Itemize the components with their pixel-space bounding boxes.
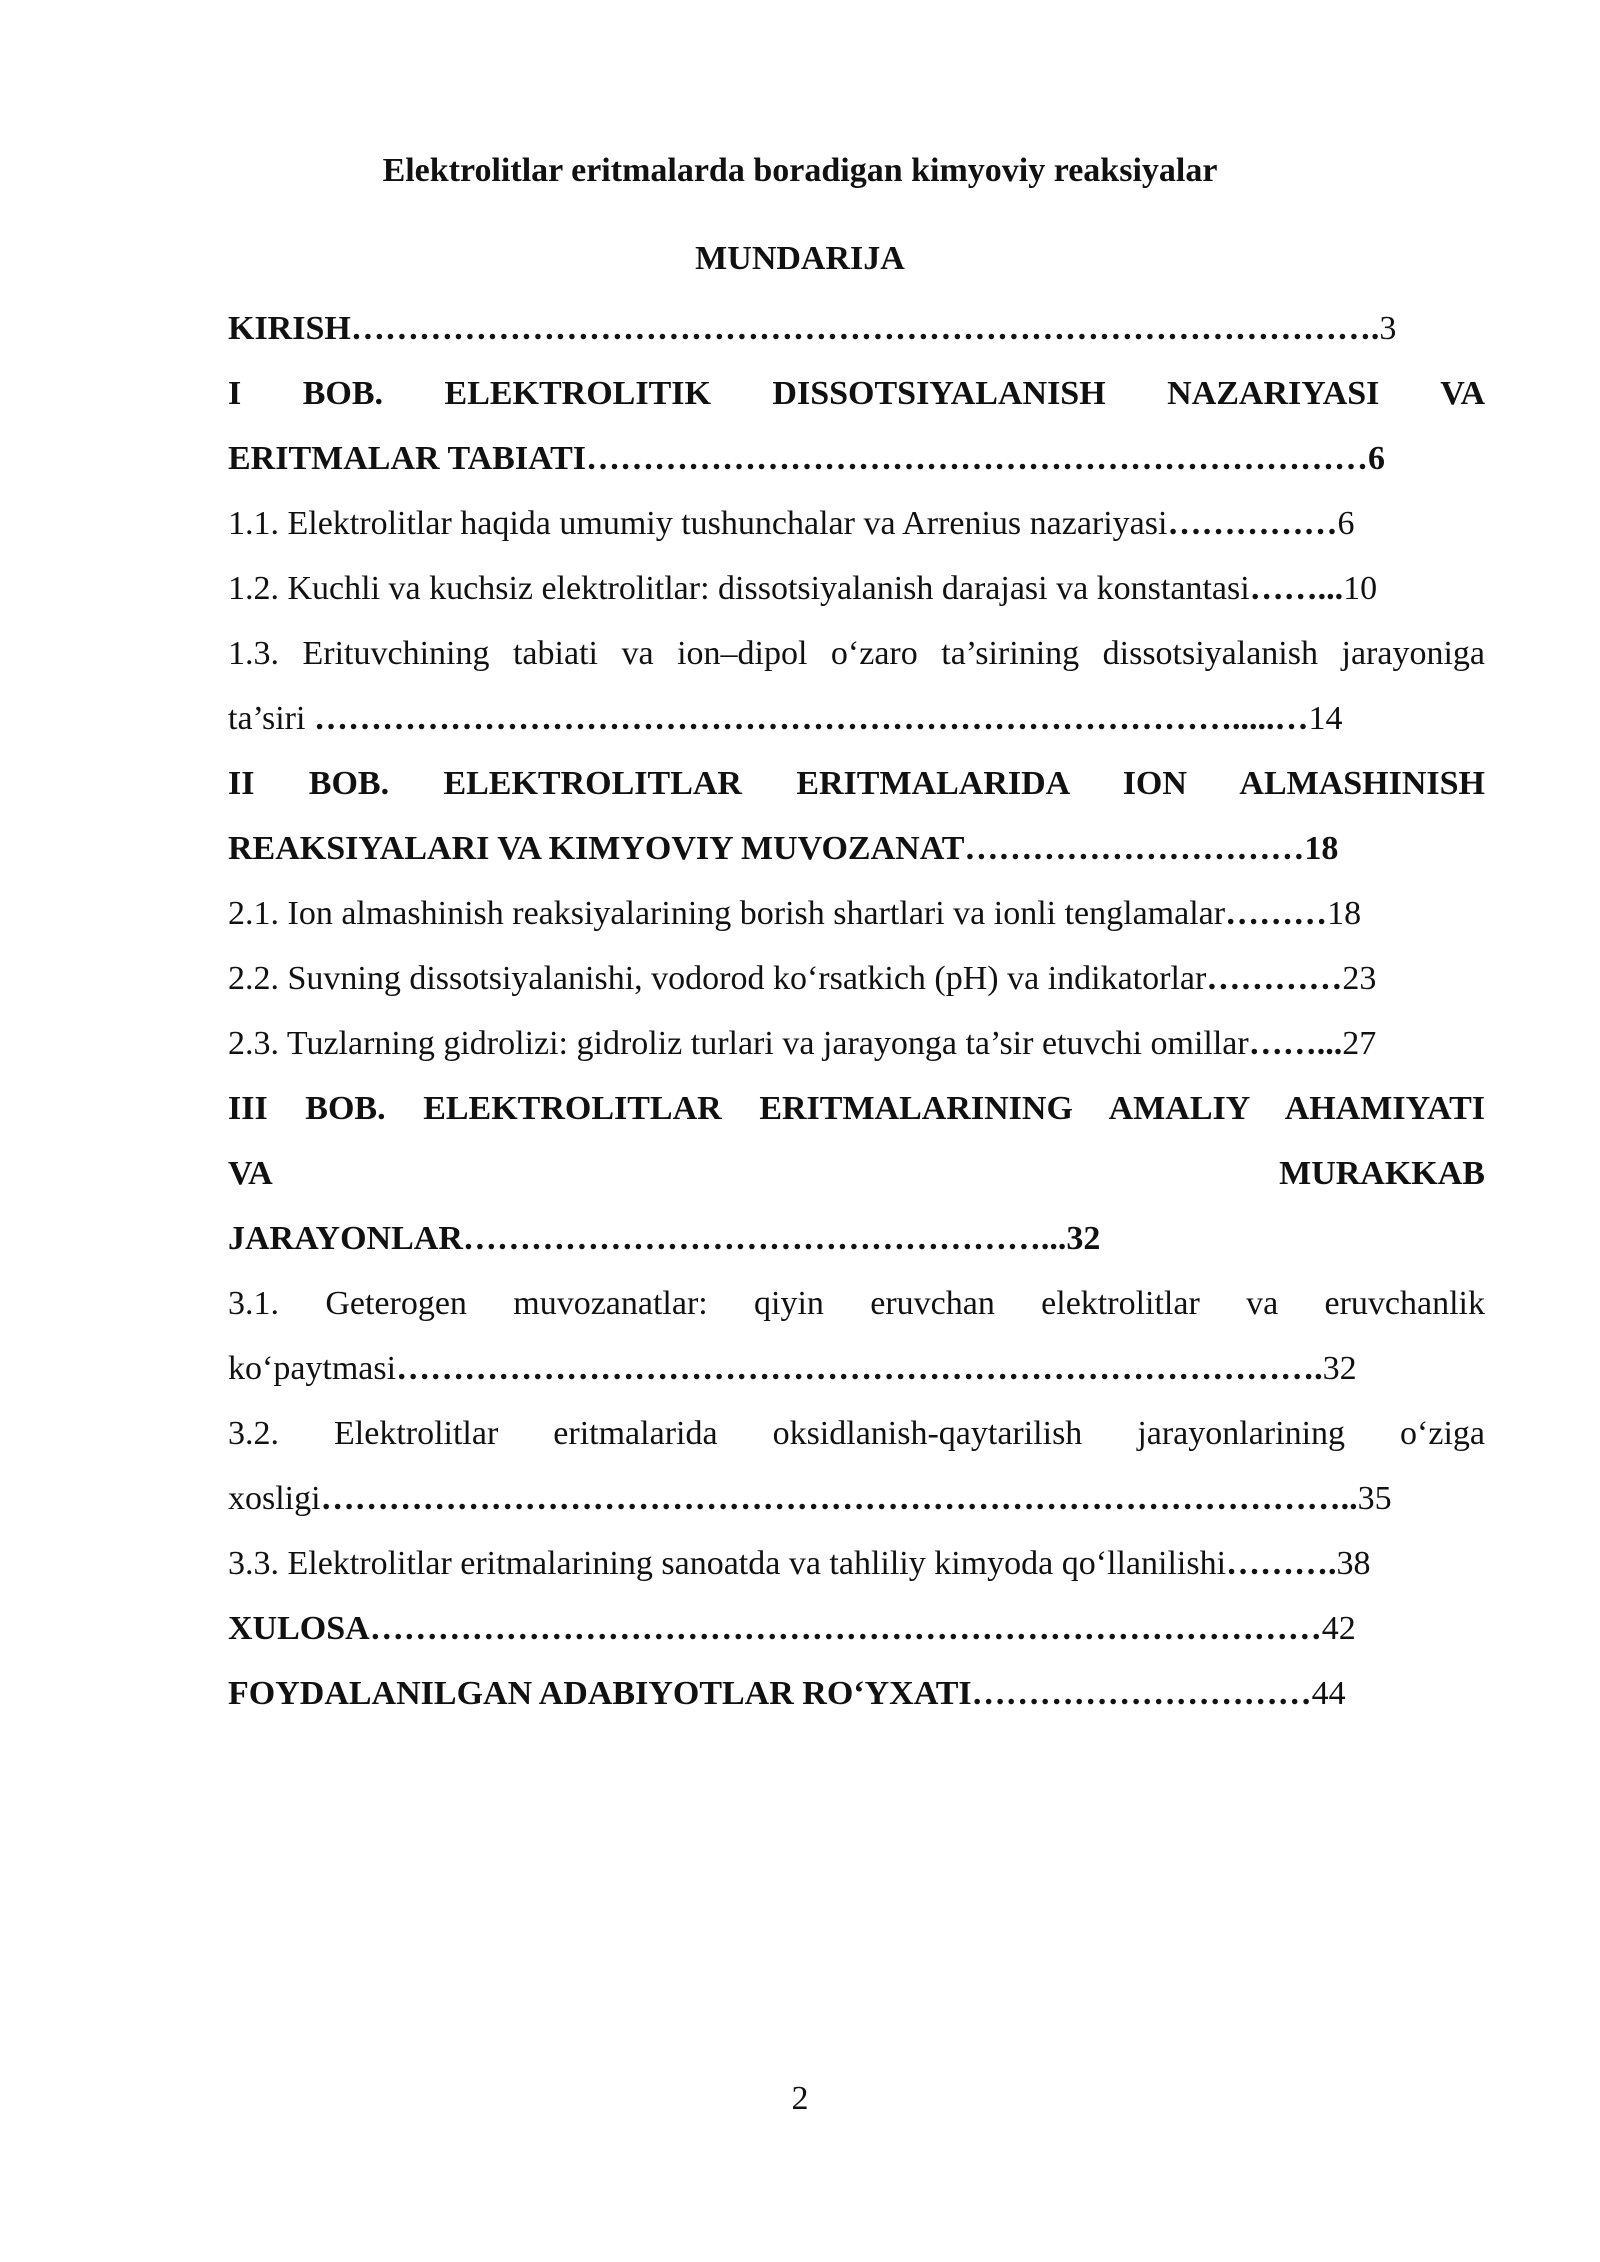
- toc-page-number: 42: [1321, 1610, 1356, 1647]
- toc-heading-word: VA: [228, 1155, 273, 1192]
- toc-entry-label: 1.2. Kuchli va kuchsiz elektrolitlar: dissotsiyalanish darajasi va konstantasi: [228, 570, 1250, 607]
- toc-page-number: 38: [1336, 1545, 1371, 1582]
- toc-entry-chapter-2: [228, 816, 1485, 881]
- toc-entry-chapter-1: [228, 426, 1485, 491]
- toc-page-number: 35: [1357, 1480, 1392, 1517]
- toc-page-number: 27: [1342, 1025, 1377, 1062]
- toc-page-number: 23: [1342, 960, 1377, 997]
- toc-entry-2-3: [228, 1011, 1485, 1076]
- toc-leader-dots: ………: [1225, 895, 1328, 932]
- toc-entry-label: REAKSIYALARI VA KIMYOVIY MUVOZANAT: [228, 830, 965, 867]
- table-of-contents: [228, 296, 1485, 1726]
- toc-entry-xulosa: [228, 1596, 1485, 1661]
- toc-heading-word: MURAKKAB: [1279, 1155, 1485, 1192]
- toc-page-number: 6: [1368, 440, 1386, 477]
- toc-page-number: 3: [1379, 310, 1397, 347]
- toc-entry-label: FOYDALANILGAN ADABIYOTLAR RO‘YXATI: [228, 1675, 972, 1712]
- toc-chapter-3-heading-line2: [228, 1141, 1485, 1206]
- toc-entry-label: XULOSA: [228, 1610, 370, 1647]
- toc-entry-1-1: [228, 491, 1485, 556]
- toc-chapter-3-heading: III BOB. ELEKTROLITLAR ERITMALARINING AMALIY AHAMIYATI: [228, 1090, 1485, 1127]
- toc-entry-label: ko‘paytmasi: [228, 1350, 397, 1387]
- toc-entry-label: 1.1. Elektrolitlar haqida umumiy tushunchalar va Arrenius nazariyasi: [228, 505, 1168, 542]
- toc-entry-3-3: [228, 1531, 1485, 1596]
- toc-entry-label: 3.3. Elektrolitlar eritmalarining sanoatda va tahliliy kimyoda qo‘llanilishi: [228, 1545, 1227, 1582]
- toc-page-number: 32: [1066, 1220, 1101, 1257]
- toc-leader-dots: ……………………………………………………………………….....…: [313, 700, 1309, 737]
- toc-leader-dots: ……………………………………………………………………………….: [350, 310, 1380, 347]
- toc-page-number: 32: [1322, 1350, 1357, 1387]
- toc-entry-kirish: [228, 296, 1485, 361]
- toc-entry-1-3-line1: 1.3. Erituvchining tabiati va ion–dipol o‘zaro ta’sirining dissotsiyalanish jarayoniga: [228, 635, 1485, 672]
- toc-leader-dots: ……….: [1226, 1545, 1337, 1582]
- toc-entry-1-3: [228, 686, 1485, 751]
- toc-entry-label: xosligi: [228, 1480, 321, 1517]
- toc-entry-chapter-3: [228, 1206, 1485, 1271]
- toc-page-number: 44: [1311, 1675, 1346, 1712]
- toc-entry-2-1: [228, 881, 1485, 946]
- toc-leader-dots: …………………………: [964, 830, 1305, 867]
- toc-leader-dots: …………: [1206, 960, 1343, 997]
- toc-page-number: 18: [1327, 895, 1362, 932]
- toc-entry-3-2: [228, 1466, 1485, 1531]
- toc-leader-dots: ……...: [1249, 570, 1344, 607]
- toc-leader-dots: ………………………………………………………………………………..: [320, 1480, 1358, 1517]
- toc-leader-dots: ……...: [1248, 1025, 1343, 1062]
- toc-leader-dots: …………………………: [971, 1675, 1312, 1712]
- toc-leader-dots: ……………………………………………...: [462, 1220, 1067, 1257]
- document-title: Elektrolitlar eritmalarda boradigan kimyoviy reaksiyalar: [382, 152, 1218, 189]
- toc-page-number: 18: [1304, 830, 1339, 867]
- toc-entry-1-2: [228, 556, 1485, 621]
- toc-chapter-2-heading: II BOB. ELEKTROLITLAR ERITMALARIDA ION ALMASHINISH: [228, 765, 1485, 802]
- toc-leader-dots: ……………: [1167, 505, 1338, 542]
- toc-leader-dots: ……………………………………………………………………….: [396, 1350, 1323, 1387]
- page-number-footer: 2: [791, 2080, 809, 2117]
- toc-entry-references: [228, 1661, 1485, 1726]
- toc-heading: MUNDARIJA: [695, 240, 905, 277]
- toc-entry-3-1-line1: 3.1. Geterogen muvozanatlar: qiyin eruvchan elektrolitlar va eruvchanlik: [228, 1285, 1485, 1322]
- toc-entry-label: ERITMALAR TABIATI: [228, 440, 587, 477]
- toc-page-number: 10: [1343, 570, 1378, 607]
- toc-entry-2-2: [228, 946, 1485, 1011]
- toc-page-number: 6: [1337, 505, 1355, 542]
- toc-leader-dots: …………………………………………………………………………: [369, 1610, 1322, 1647]
- toc-entry-label: KIRISH: [228, 310, 351, 347]
- toc-entry-3-1: [228, 1336, 1485, 1401]
- toc-entry-3-2-line1: 3.2. Elektrolitlar eritmalarida oksidlanish-qaytarilish jarayonlarining o‘ziga: [228, 1415, 1485, 1452]
- toc-entry-label: 2.1. Ion almashinish reaksiyalarining borish shartlari va ionli tenglamalar: [228, 895, 1226, 932]
- toc-entry-label: 2.2. Suvning dissotsiyalanishi, vodorod ko‘rsatkich (pH) va indikatorlar: [228, 960, 1207, 997]
- toc-entry-label: ta’siri: [228, 700, 306, 737]
- toc-chapter-1-heading: I BOB. ELEKTROLITIK DISSOTSIYALANISH NAZARIYASI VA: [228, 375, 1485, 412]
- toc-leader-dots: ……………………………………………………………: [586, 440, 1369, 477]
- toc-page-number: 14: [1308, 700, 1343, 737]
- toc-entry-label: JARAYONLAR: [228, 1220, 463, 1257]
- toc-entry-label: 2.3. Tuzlarning gidrolizi: gidroliz turlari va jarayonga ta’sir etuvchi omillar: [228, 1025, 1249, 1062]
